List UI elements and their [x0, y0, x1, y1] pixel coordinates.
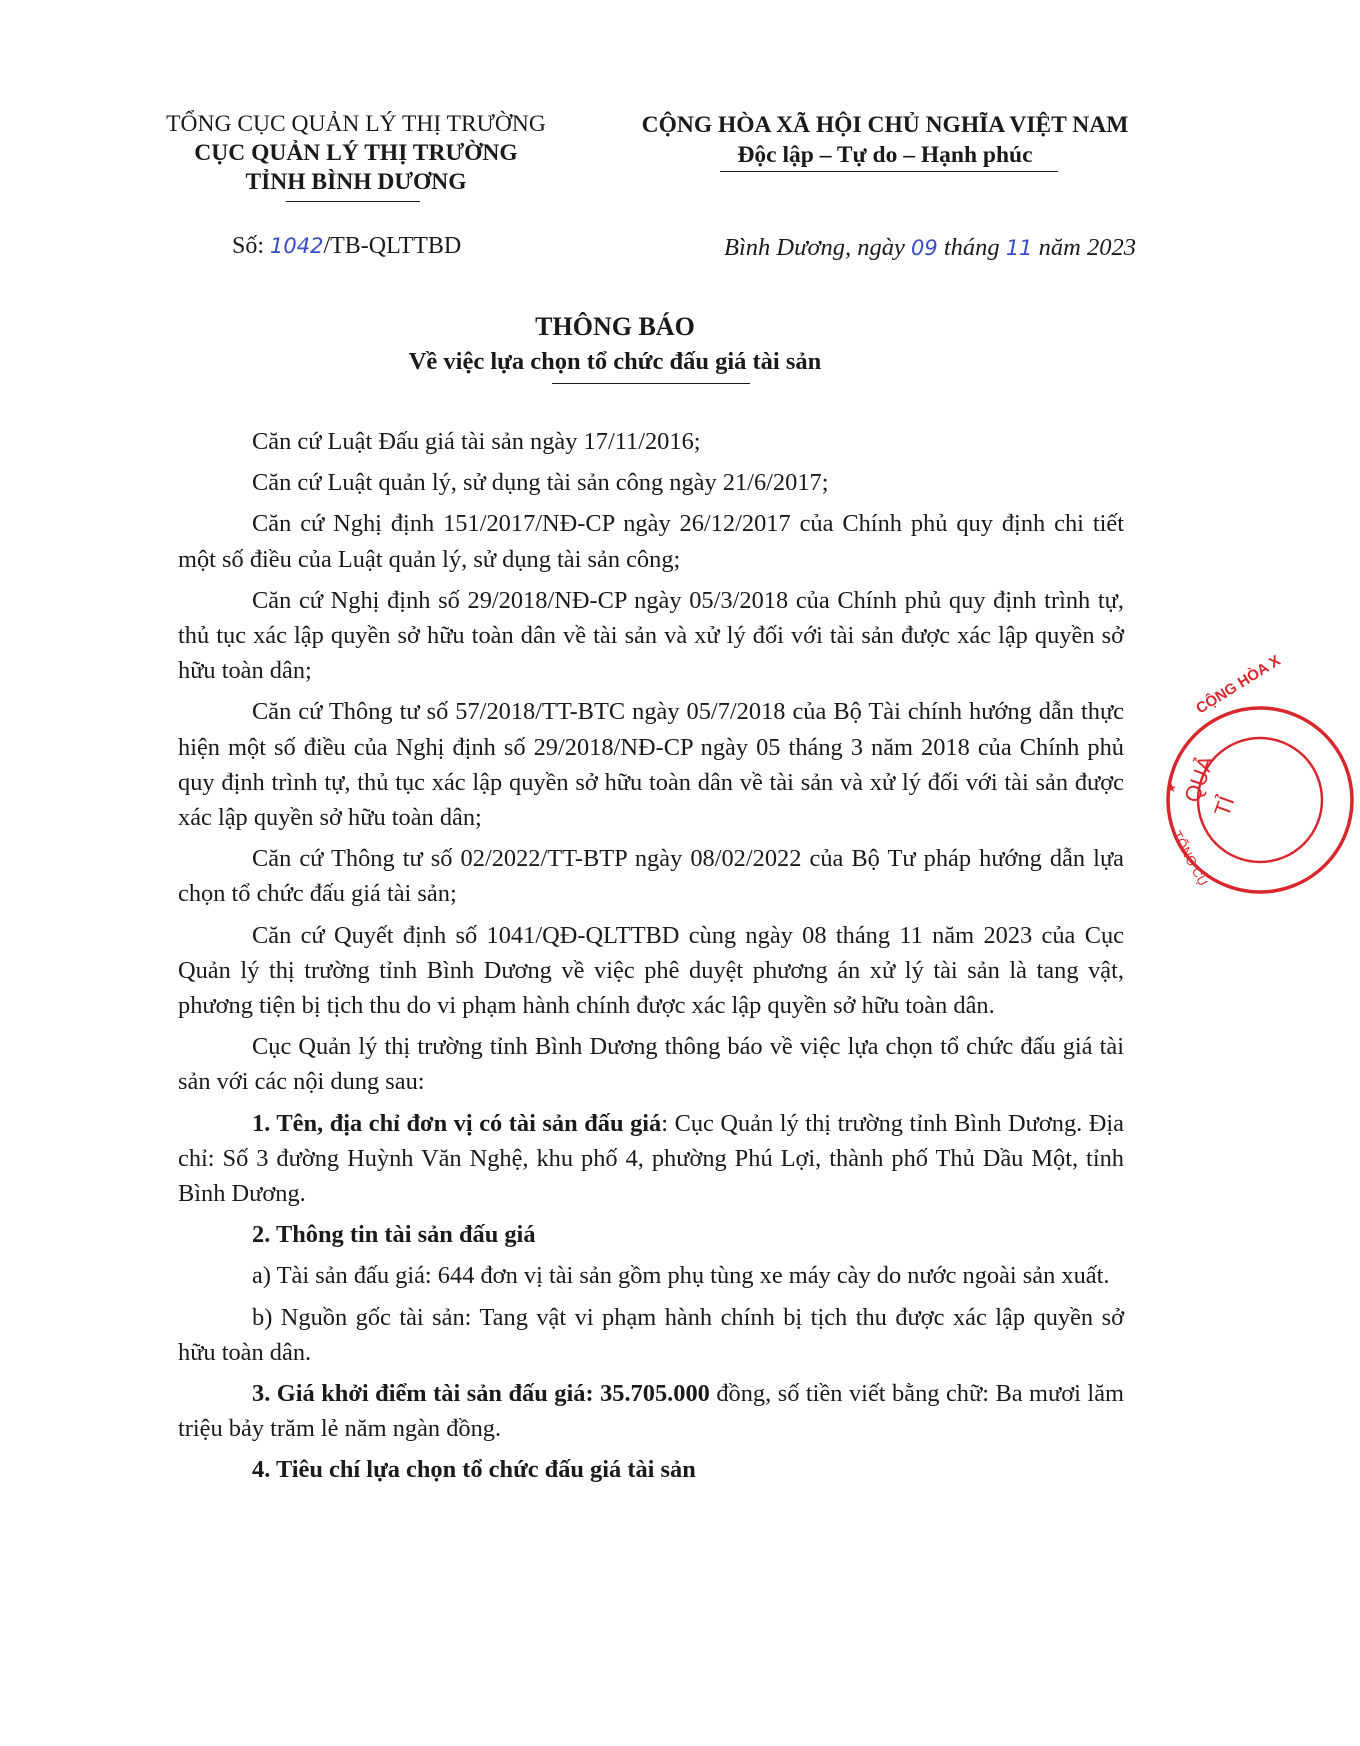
country-name: CỘNG HÒA XÃ HỘI CHỦ NGHĨA VIỆT NAM	[641, 112, 1129, 138]
national-motto-header	[610, 110, 1160, 170]
section-2-heading: 2. Thông tin tài sản đấu giá	[252, 1221, 536, 1249]
date-month-label: tháng	[937, 234, 1006, 261]
announcement-intro: Cục Quản lý thị trường tỉnh Bình Dương thông báo về việc lựa chọn tổ chức đấu giá tài sản với các nội dung sau:	[178, 1033, 1124, 1096]
agency-province: TỈNH BÌNH DƯƠNG	[245, 169, 467, 195]
section-2b: b) Nguồn gốc tài sản: Tang vật vi phạm hành chính bị tịch thu được xác lập quyền sở hữu toàn dân.	[178, 1303, 1124, 1366]
legal-basis-2: Căn cứ Luật quản lý, sử dụng tài sản công ngày 21/6/2017;	[252, 469, 829, 497]
section-1-text: : Cục Quản lý thị trường tỉnh Bình Dương. Địa chỉ: Số 3 đường Huỳnh Văn Nghệ, khu phố 4, phường Phú Lợi, thành phố Thủ Dầu Một, tỉnh Bình Dương.	[178, 1109, 1125, 1208]
date-line	[724, 234, 1136, 262]
seal-star-icon: ★	[1166, 781, 1177, 795]
date-day: 09	[911, 236, 938, 260]
legal-basis-5: Căn cứ Thông tư số 57/2018/TT-BTC ngày 05/7/2018 của Bộ Tài chính hướng dẫn thực hiện một số điều của Nghị định số 29/2018/NĐ-CP ngày 05 tháng 3 năm 2018 của Chính phủ quy định trình tự, thủ tục xác lập quyền sở hữu toàn dân về tài sản và xử lý đối với tài sản được xác lập quyền sở hữu toàn dân;	[178, 698, 1124, 832]
subtitle-underline	[552, 383, 750, 384]
legal-basis-1: Căn cứ Luật Đấu giá tài sản ngày 17/11/2016;	[252, 428, 701, 455]
parent-agency-name: TỔNG CỤC QUẢN LÝ THỊ TRƯỜNG	[166, 111, 546, 137]
section-3	[178, 1376, 1124, 1446]
legal-basis-6: Căn cứ Thông tư số 02/2022/TT-BTP ngày 08/02/2022 của Bộ Tư pháp hướng dẫn lựa chọn tổ chức đấu giá tài sản;	[178, 845, 1124, 908]
section-3-heading: 3. Giá khởi điểm tài sản đấu giá: 35.705.000	[252, 1380, 710, 1408]
seal-outer-text: CỘNG HÒA X	[1193, 652, 1284, 718]
document-subtitle: Về việc lựa chọn tổ chức đấu giá tài sản	[408, 348, 822, 375]
legal-basis-3: Căn cứ Nghị định 151/2017/NĐ-CP ngày 26/12/2017 của Chính phủ quy định chi tiết một số điều của Luật quản lý, sử dụng tài sản công;	[178, 510, 1124, 573]
official-seal	[1160, 652, 1360, 900]
document-title: THÔNG BÁO	[535, 312, 695, 341]
motto-underline	[720, 171, 1058, 172]
seal-inner-text-1: QUẢ	[1179, 752, 1220, 806]
section-2a: a) Tài sản đấu giá: 644 đơn vị tài sản gồm phụ tùng xe máy cày do nước ngoài sản xuất.	[252, 1262, 1110, 1290]
seal-inner-text-2: TỈ	[1209, 792, 1240, 820]
doc-number-handwritten: 1042	[270, 234, 324, 258]
legal-basis-4: Căn cứ Nghị định số 29/2018/NĐ-CP ngày 05/3/2018 của Chính phủ quy định trình tự, thủ tục xác lập quyền sở hữu toàn dân về tài sản và xử lý đối với tài sản được xác lập quyền sở hữu toàn dân;	[178, 586, 1124, 685]
date-year: năm 2023	[1032, 234, 1136, 261]
motto: Độc lập – Tự do – Hạnh phúc	[737, 142, 1033, 168]
section-4-heading: 4. Tiêu chí lựa chọn tổ chức đấu giá tài sản	[252, 1456, 696, 1484]
seal-lower-text: TỔNG CỤ	[1169, 828, 1211, 889]
section-3-text: đồng, số tiền viết bằng chữ: Ba mươi lăm triệu bảy trăm lẻ năm ngàn đồng.	[178, 1380, 1124, 1443]
agency-name: CỤC QUẢN LÝ THỊ TRƯỜNG	[194, 140, 518, 166]
date-place: Bình Dương, ngày	[723, 234, 912, 261]
agency-underline	[286, 201, 420, 202]
legal-basis-7: Căn cứ Quyết định số 1041/QĐ-QLTTBD cùng ngày 08 tháng 11 năm 2023 của Cục Quản lý thị trường tỉnh Bình Dương về việc phê duyệt phương án xử lý tài sản là tang vật, phương tiện bị tịch thu do vi phạm hành chính được xác lập quyền sở hữu toàn dân.	[178, 921, 1124, 1020]
doc-number-prefix: Số:	[232, 233, 271, 259]
document-body	[178, 424, 1124, 1494]
date-month: 11	[1005, 236, 1033, 260]
section-1	[178, 1106, 1124, 1212]
issuing-agency-header	[138, 110, 574, 197]
document-number	[232, 233, 461, 260]
doc-number-suffix: /TB-QLTTBD	[323, 233, 462, 259]
section-1-heading: 1. Tên, địa chỉ đơn vị có tài sản đấu giá	[252, 1109, 662, 1137]
